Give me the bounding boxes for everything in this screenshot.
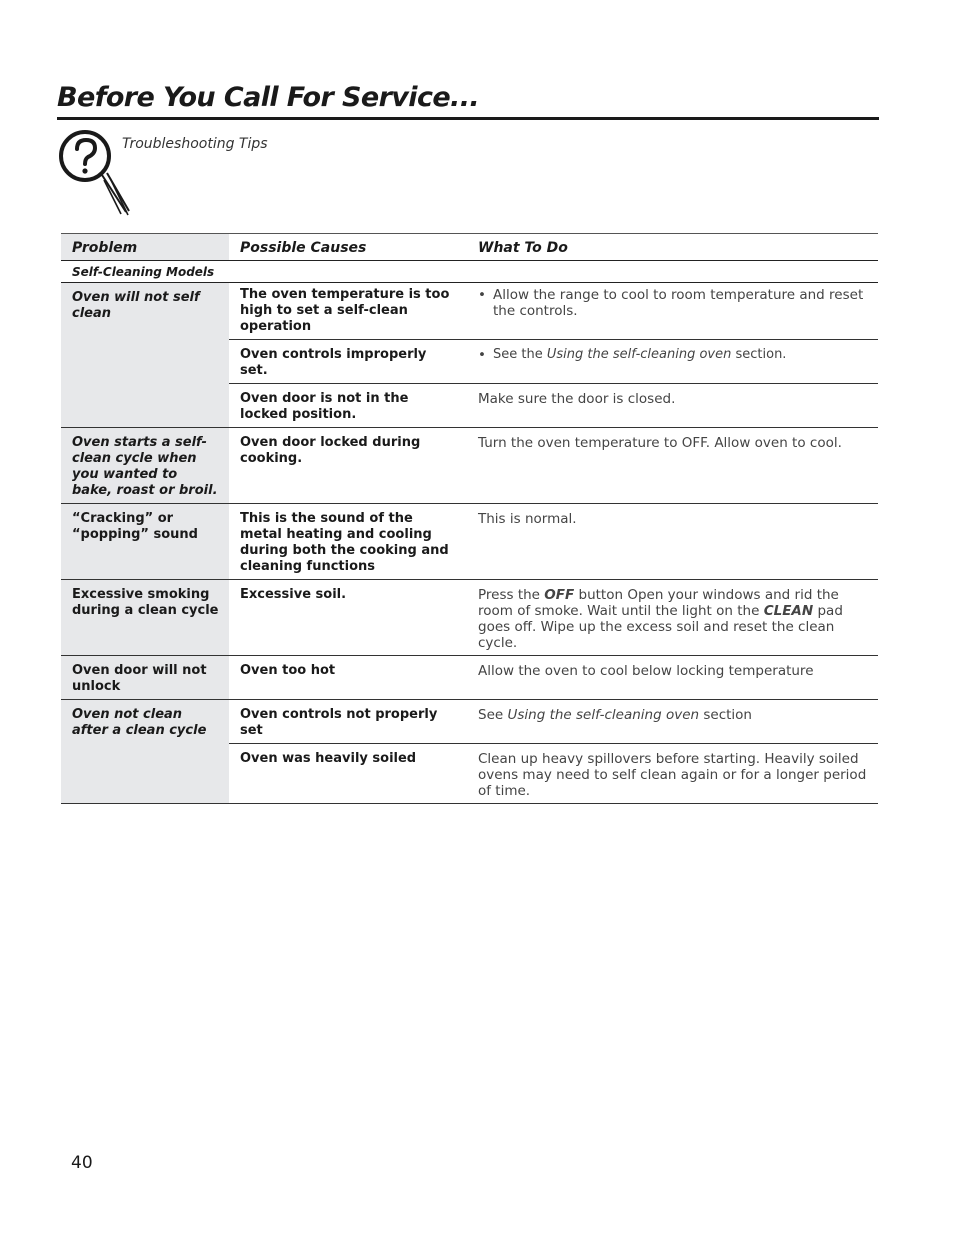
cause-cell: Oven door is not in the locked position.	[229, 384, 467, 428]
section-label: Self-Cleaning Models	[61, 261, 878, 283]
problem-cell: Excessive smoking during a clean cycle	[61, 580, 229, 656]
table-row	[61, 504, 878, 580]
table-row	[61, 580, 878, 656]
table-row	[61, 656, 878, 700]
header-todo: What To Do	[467, 234, 878, 261]
problem-cell: Oven not clean after a clean cycle	[61, 700, 229, 804]
problem-cell: Oven will not self clean	[61, 283, 229, 428]
todo-cell: Allow the oven to cool below locking temperature	[467, 656, 878, 700]
section-subtitle: Troubleshooting Tips	[122, 136, 268, 152]
todo-emphasis: OFF	[544, 587, 575, 603]
table-row	[61, 700, 878, 744]
problem-cell: Oven door will not unlock	[61, 656, 229, 700]
cause-cell: Oven door locked during cooking.	[229, 428, 467, 504]
problem-cell: “Cracking” or “popping” sound	[61, 504, 229, 580]
cause-cell: Oven was heavily soiled	[229, 744, 467, 804]
todo-text: pad goes off. Wipe up the excess soil and reset the clean cycle.	[478, 603, 843, 651]
problem-cell: Oven starts a self-clean cycle when you wanted to bake, roast or broil.	[61, 428, 229, 504]
troubleshooting-table	[61, 233, 878, 804]
todo-text: See the	[493, 347, 547, 362]
todo-text: See	[478, 707, 508, 723]
todo-cell: • Allow the range to cool to room temperature and reset the controls.	[467, 283, 878, 340]
todo-text: Allow the range to cool to room temperature and reset the controls.	[493, 287, 864, 319]
cause-cell: The oven temperature is too high to set a self-clean operation	[229, 283, 467, 340]
table-row	[61, 428, 878, 504]
todo-emphasis: Using the self-cleaning oven	[507, 707, 700, 723]
todo-text: section.	[731, 347, 787, 362]
todo-emphasis: Using the self-cleaning oven	[546, 347, 732, 362]
table-row	[61, 283, 878, 340]
todo-cell: This is normal.	[467, 504, 878, 580]
todo-cell	[467, 700, 878, 744]
cause-cell: Excessive soil.	[229, 580, 467, 656]
table-header-row	[61, 234, 878, 261]
todo-cell: Clean up heavy spillovers before starting. Heavily soiled ovens may need to self clean again or for a longer period of time.	[467, 744, 878, 804]
todo-emphasis: CLEAN	[763, 603, 814, 619]
todo-cell: Make sure the door is closed.	[467, 384, 878, 428]
cause-cell: Oven too hot	[229, 656, 467, 700]
section-row	[61, 261, 878, 283]
cause-cell: Oven controls improperly set.	[229, 340, 467, 384]
header-causes: Possible Causes	[229, 234, 467, 261]
page-number: 40	[71, 1153, 93, 1173]
cause-cell: Oven controls not properly set	[229, 700, 467, 744]
header-problem: Problem	[61, 234, 229, 261]
todo-text: Press the	[478, 587, 545, 603]
todo-text: section	[699, 707, 752, 723]
title-rule	[57, 117, 879, 120]
todo-text: button Open your windows and rid the room of smoke. Wait until the light on the	[478, 587, 839, 619]
page-title: Before You Call For Service...	[57, 82, 480, 113]
cause-cell: This is the sound of the metal heating and cooling during both the cooking and cleaning functions	[229, 504, 467, 580]
todo-cell: • See the Using the self-cleaning oven section.	[467, 340, 878, 384]
todo-cell: Turn the oven temperature to OFF. Allow oven to cool.	[467, 428, 878, 504]
todo-cell	[467, 580, 878, 656]
